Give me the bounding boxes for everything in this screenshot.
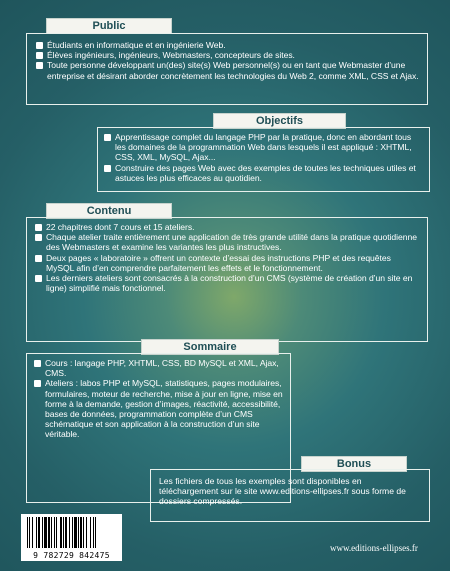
barcode-bar (69, 517, 70, 548)
list-item: Deux pages « laboratoire » offrent un contexte d’essai des instructions PHP et des requêtes MySQL afin d’en comprendre parfaitement les effets et le fonctionnement. (35, 253, 419, 273)
barcode-bar (51, 517, 52, 548)
objectifs-section (97, 127, 430, 192)
barcode-bar (38, 517, 40, 548)
barcode-bar (95, 517, 96, 548)
public-section (26, 33, 428, 105)
public-section-title: Public (46, 18, 172, 34)
contenu-list (35, 222, 419, 293)
public-list (36, 40, 419, 81)
sommaire-section-title: Sommaire (141, 339, 279, 355)
sommaire-list (34, 358, 284, 440)
barcode-bar (80, 517, 82, 548)
bullet-icon (35, 234, 42, 241)
contenu-section-title: Contenu (46, 203, 172, 219)
barcode-number: 9 782729 842475 (33, 551, 110, 560)
bullet-icon (35, 255, 42, 262)
bullet-icon (104, 134, 111, 141)
bullet-icon (104, 165, 111, 172)
objectifs-list (104, 132, 423, 183)
barcode-bar (36, 517, 37, 548)
list-item: Chaque atelier traite entièrement une application de très grande utilité dans la pratique quotidienne des Webmasters et examine les variantes les plus instructives. (35, 232, 419, 252)
barcode-bar (60, 517, 62, 548)
publisher-website: www.editions-ellipses.fr (330, 543, 418, 553)
barcode-bar (86, 517, 87, 548)
barcode-bar (83, 517, 84, 548)
contenu-section (26, 217, 428, 342)
bullet-icon (36, 52, 43, 59)
list-item: Étudiants en informatique et en ingénierie Web. (36, 40, 419, 50)
barcode-bars (21, 514, 122, 550)
barcode-bar (42, 517, 43, 548)
list-item: 22 chapitres dont 7 cours et 15 ateliers. (35, 222, 419, 232)
barcode-bar (54, 517, 55, 548)
barcode-bar (44, 517, 47, 548)
bonus-section-title: Bonus (301, 456, 407, 472)
barcode-bar (48, 517, 50, 548)
bullet-icon (35, 224, 42, 231)
barcode (21, 514, 122, 561)
list-item: Cours : langage PHP, XHTML, CSS, BD MySQL et XML, Ajax, CMS. (34, 358, 284, 378)
barcode-bar (78, 517, 79, 548)
list-item: Élèves ingénieurs, ingénieurs, Webmasters, concepteurs de sites. (36, 50, 419, 60)
bonus-section (150, 469, 430, 522)
list-item: Ateliers : labos PHP et MySQL, statistiques, pages modulaires, formulaires, moteur de recherche, mise à jour en ligne, mise en forme à la demande, gestion d’images, réactivité, accessibilité, bases de données, programmation complète d’un CMS schématique et son application à la construction d’un site véritable. (34, 378, 284, 439)
list-item: Construire des pages Web avec des exemples de toutes les techniques utiles et astuces les plus efficaces au quotidien. (104, 163, 423, 183)
bonus-text: Les fichiers de tous les exemples sont disponibles en téléchargement sur le site www.editions-ellipses.fr sous forme de dossiers compressés. (159, 476, 406, 507)
bullet-icon (36, 62, 43, 69)
list-item: Toute personne développant un(des) site(s) Web personnel(s) ou en tant que Webmaster d’une entreprise et désirant aborder concrètement les technologies du Web 2, comme XML, CSS et Ajax. (36, 60, 419, 80)
bullet-icon (34, 360, 41, 367)
barcode-bar (93, 517, 94, 548)
bullet-icon (34, 380, 41, 387)
barcode-bar (72, 517, 73, 548)
bullet-icon (36, 42, 43, 49)
bullet-icon (35, 275, 42, 282)
barcode-bar (90, 517, 91, 548)
list-item: Apprentissage complet du langage PHP par la pratique, donc en abordant tous les domaines de la programmation Web dans lesquels il est appliqué : XHTML, CSS, XML, MySQL, Ajax... (104, 132, 423, 163)
barcode-bar (29, 517, 30, 548)
barcode-bar (27, 517, 28, 548)
barcode-bar (63, 517, 64, 548)
list-item: Les derniers ateliers sont consacrés à la construction d’un CMS (système de création d’un site en ligne) simplifié mais fonctionnel. (35, 273, 419, 293)
objectifs-section-title: Objectifs (213, 113, 346, 129)
barcode-bar (32, 517, 33, 548)
barcode-bar (65, 517, 67, 548)
barcode-bar (56, 517, 57, 548)
barcode-bar (74, 517, 77, 548)
